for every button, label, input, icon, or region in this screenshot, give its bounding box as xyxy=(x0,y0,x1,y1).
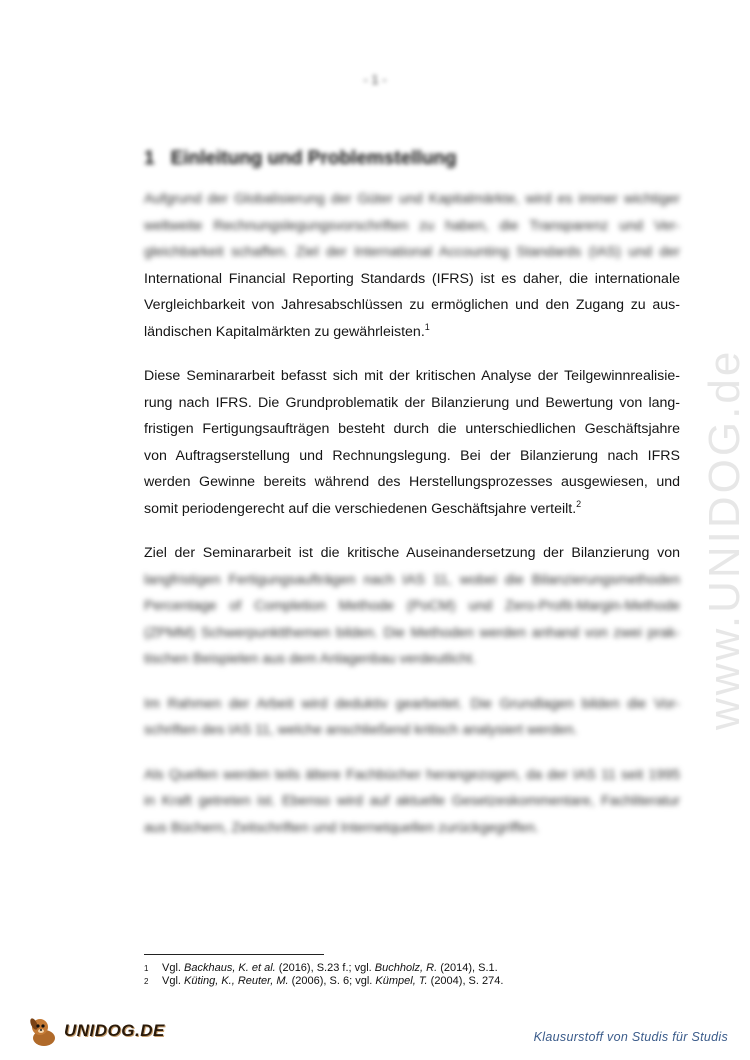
text-line-blurred: schriften des IAS 11, welche anschließend kritisch analysiert werden. xyxy=(144,722,578,738)
footnote-ref-1[interactable]: 1 xyxy=(424,321,430,332)
heading-number: 1 xyxy=(144,148,155,169)
fn-part: (2006), S. 6; vgl. xyxy=(288,975,376,987)
footnote-number: 2 xyxy=(144,977,149,986)
footnote-2 xyxy=(144,975,684,988)
text-line-blurred: gleichbarkeit schaffen. Ziel der International Accounting Standards (IAS) und der xyxy=(144,244,680,260)
paragraph-4 xyxy=(144,691,680,744)
footnote-divider xyxy=(144,954,324,955)
text-line-blurred: Als Quellen werden teils ältere Fachbücher herangezogen, da der IAS 11 seit 1995 xyxy=(144,766,680,783)
fn-part: (2014), S.1. xyxy=(437,962,498,974)
footnote-number: 1 xyxy=(144,964,149,973)
text-line-blurred: tischen Beispielen aus dem Anlagenbau verdeutlicht. xyxy=(144,651,477,667)
text-line: von Auftragserstellung und Rechnungslegung. Bei der Bilanzierung nach IFRS xyxy=(144,447,680,464)
fn-part: (2004), S. 274. xyxy=(427,975,504,987)
text-line xyxy=(144,496,680,523)
brand-name: UNIDOG.DE xyxy=(64,1021,165,1040)
text-line xyxy=(144,319,680,346)
fn-author: Backhaus, K. et al. xyxy=(184,962,276,974)
brand-logo[interactable] xyxy=(26,1014,165,1048)
body-text xyxy=(144,186,680,859)
heading-title: Einleitung und Problemstellung xyxy=(170,148,457,169)
section-heading xyxy=(144,148,684,170)
footnote-text xyxy=(162,975,503,988)
text-line: fristigen Fertigungsaufträgen besteht durch die unterschiedlichen Geschäftsjahre xyxy=(144,421,680,437)
dog-mascot-icon xyxy=(26,1014,60,1048)
text-line-blurred: Im Rahmen der Arbeit wird deduktiv gearbeitet. Die Grundlagen bilden die Vor- xyxy=(144,695,680,712)
fn-part: (2016), S.23 f.; vgl. xyxy=(275,962,375,974)
text-line-blurred: Aufgrund der Globalisierung der Güter und Kapitalmärkte, wird es immer wichtiger xyxy=(144,191,680,207)
text-line-blurred: langfristigen Fertigungsaufträgen nach IAS 11, wobei die Bilanzierungsmethoden xyxy=(144,571,680,588)
text-line-blurred: (ZPMM) Schwerpunktthemen bilden. Die Methoden werden anhand von zwei prak- xyxy=(144,624,680,641)
fn-author: Buchholz, R. xyxy=(374,962,438,974)
fn-part: Vgl. xyxy=(162,975,185,987)
text-line: Ziel der Seminararbeit ist die kritische Auseinandersetzung der Bilanzierung von xyxy=(144,545,680,561)
paragraph-2 xyxy=(144,363,680,522)
text-line: werden Gewinne bereits während des Herstellungsprozesses ausgewiesen, und xyxy=(144,474,680,490)
watermark: www.UNIDOG.de xyxy=(700,348,749,730)
text-line-content: somit periodengerecht auf die verschiedenen Geschäftsjahre verteilt. xyxy=(144,500,577,517)
footnote-ref-2[interactable]: 2 xyxy=(576,498,582,509)
text-line-blurred: in Kraft getreten ist. Ebenso wird auf aktuelle Gesetzeskommentare, Fachliteratur xyxy=(144,793,680,809)
footnote-1 xyxy=(144,962,684,975)
paragraph-3 xyxy=(144,540,680,673)
text-line: Vergleichbarkeit von Jahresabschlüssen zu ermöglichen und den Zugang zu aus- xyxy=(144,297,680,313)
fn-author: Kümpel, T. xyxy=(375,975,428,987)
footnote-text xyxy=(162,962,498,975)
fn-part: Vgl. xyxy=(162,962,185,974)
text-line: rung nach IFRS. Die Grundproblematik der Bilanzierung und Bewertung von lang- xyxy=(144,394,680,411)
footer-tagline: Klausurstoff von Studis für Studis xyxy=(533,1030,728,1044)
footnotes xyxy=(144,962,684,988)
text-line: International Financial Reporting Standards (IFRS) ist es daher, die internationale xyxy=(144,270,680,287)
page-number: - 1 - xyxy=(363,72,387,87)
text-line-blurred: weltweite Rechnungslegungsvorschriften zu haben, die Transparenz und Ver- xyxy=(144,217,680,234)
paragraph-1 xyxy=(144,186,680,345)
text-line: Diese Seminararbeit befasst sich mit der kritischen Analyse der Teilgewinnrealisie- xyxy=(144,368,680,384)
fn-author: Küting, K., Reuter, M. xyxy=(184,975,289,987)
text-line-blurred: Percentage of Completion Methode (PoCM) und Zero-Profit-Margin-Methode xyxy=(144,598,680,614)
text-line-blurred: aus Büchern, Zeitschriften und Internetquellen zurückgegriffen. xyxy=(144,819,539,836)
paragraph-5 xyxy=(144,762,680,842)
text-line-content: ländischen Kapitalmärkten zu gewährleisten. xyxy=(144,323,425,340)
